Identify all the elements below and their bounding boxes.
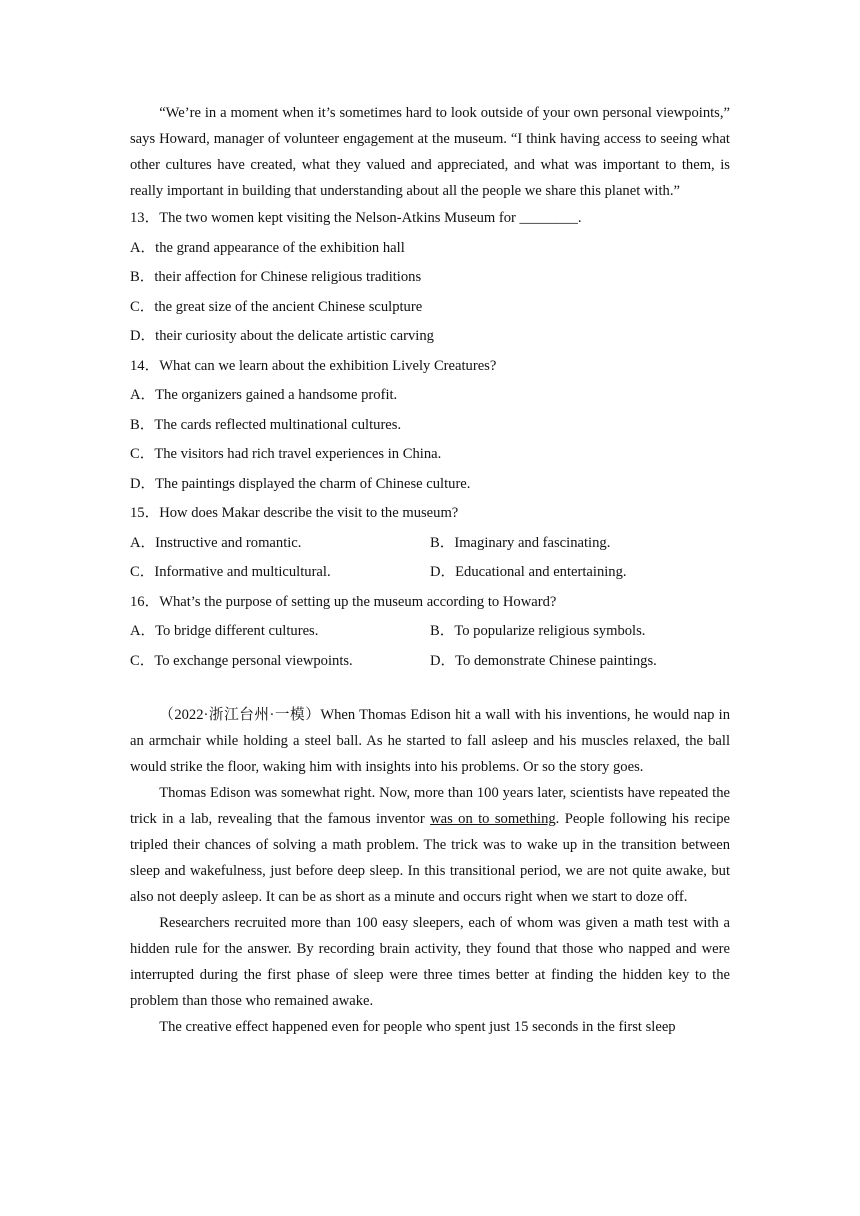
options-row	[130, 617, 730, 647]
option-a: A．Instructive and romantic.	[130, 534, 302, 551]
option-d: D．The paintings displayed the charm of Chinese culture.	[130, 475, 471, 492]
option-b: B．To popularize religious symbols.	[430, 623, 646, 639]
option-b: B．their affection for Chinese religious traditions	[130, 269, 422, 285]
question-14	[130, 352, 730, 500]
option-b: B．Imaginary and fascinating.	[430, 534, 611, 551]
option-a: A．To bridge different cultures.	[130, 623, 319, 639]
options-row	[130, 558, 730, 588]
question-stem: 16．What’s the purpose of setting up the museum according to Howard?	[130, 593, 557, 610]
question-stem: 15．How does Makar describe the visit to the museum?	[130, 505, 459, 521]
option-c: C．The visitors had rich travel experiences in China.	[130, 446, 442, 462]
passage2-paragraph-4: The creative effect happened even for people who spent just 15 seconds in the first sleep	[159, 1019, 676, 1035]
options-row	[130, 647, 730, 677]
option-d: D．their curiosity about the delicate artistic carving	[130, 328, 434, 344]
options-row	[130, 529, 730, 559]
passage1-paragraph: “We’re in a moment when it’s sometimes hard to look outside of your own personal viewpoints,” says Howard, manager of volunteer engagement at the museum. “I think having access to seeing what other cultures have created, what they valued and appreciated, and what was important to them, is really important in building that understanding about all the people we share this planet with.”	[130, 105, 730, 199]
question-15	[130, 499, 730, 588]
passage2-paragraph-3: Researchers recruited more than 100 easy sleepers, each of whom was given a math test with a hidden rule for the answer. By recording brain activity, they found that those who napped and were interrupted during the first phase of sleep were three times better at finding the hidden key to the problem than those who remained awake.	[130, 915, 730, 1009]
option-c: C．Informative and multicultural.	[130, 564, 331, 580]
question-stem: 13．The two women kept visiting the Nelson-Atkins Museum for ________.	[130, 210, 582, 226]
text-run: Thomas Edison was somewhat right. Now, more than 100 years later, scientists have repeated the trick in a lab, revealing that the famous inventor	[130, 785, 730, 827]
underlined-phrase: was on to something	[430, 811, 556, 827]
option-c: C．To exchange personal viewpoints.	[130, 652, 353, 669]
option-a: A．The organizers gained a handsome profit.	[130, 387, 398, 403]
option-a: A．the grand appearance of the exhibition hall	[130, 239, 405, 256]
document-page	[130, 100, 730, 1040]
section-gap	[130, 676, 730, 702]
passage2-paragraph-1: （2022·浙江台州·一模）When Thomas Edison hit a wall with his inventions, he would nap in an armchair while holding a steel ball. As he started to fall asleep and his muscles relaxed, the ball would strike the floor, waking him with insights into his problems. Or so the story goes.	[130, 707, 730, 775]
question-16	[130, 588, 730, 677]
option-b: B．The cards reflected multinational cultures.	[130, 416, 402, 433]
option-d: D．To demonstrate Chinese paintings.	[430, 652, 657, 669]
passage2-paragraph-2	[130, 780, 730, 910]
question-stem: 14．What can we learn about the exhibition Lively Creatures?	[130, 357, 497, 374]
option-d: D．Educational and entertaining.	[430, 564, 627, 580]
option-c: C．the great size of the ancient Chinese sculpture	[130, 298, 423, 315]
text-run: . People following his recipe tripled their chances of solving a math problem. The trick was to wake up in the transition between sleep and wakefulness, just before deep sleep. In this transitional period, we are not quite awake, but also not deeply asleep. It can be as short as a minute and occurs right when we start to doze off.	[130, 811, 730, 905]
question-13	[130, 204, 730, 352]
